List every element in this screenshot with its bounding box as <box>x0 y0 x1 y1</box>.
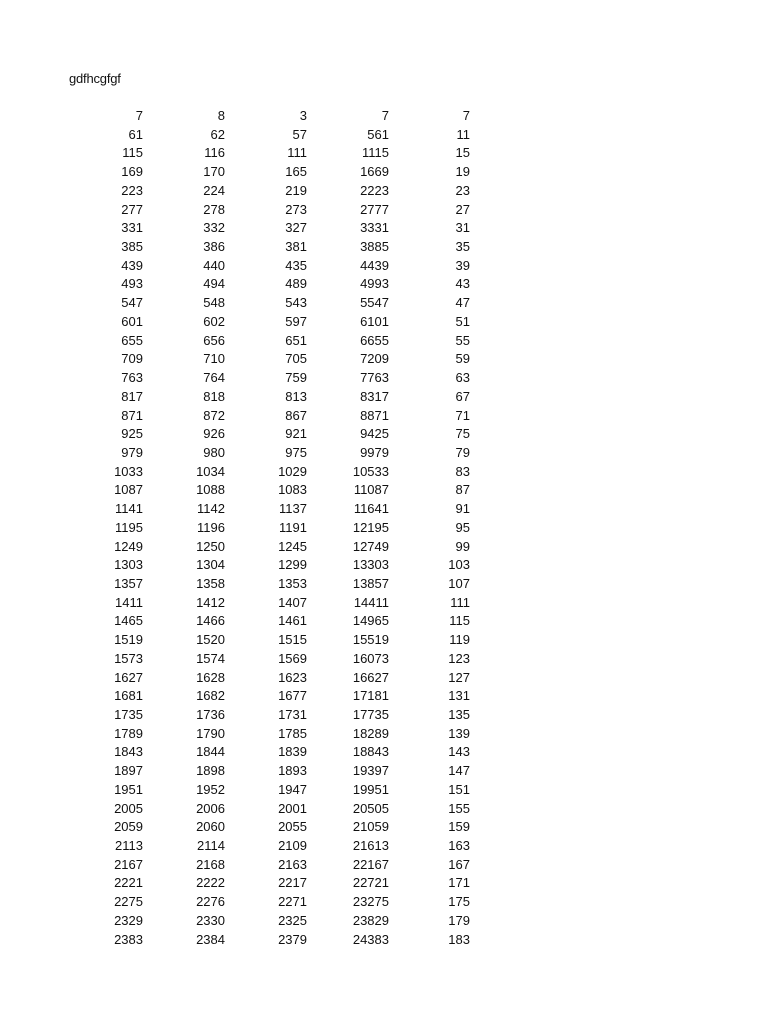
table-cell: 2001 <box>278 800 307 816</box>
table-cell: 1412 <box>196 594 225 610</box>
table-cell: 22167 <box>352 856 389 872</box>
table-cell: 2163 <box>278 856 307 872</box>
table-cell: 1627 <box>114 669 143 685</box>
table-row <box>60 163 470 182</box>
table-cell: 1893 <box>278 763 307 779</box>
table-cell: 381 <box>285 239 307 255</box>
table-cell: 1789 <box>114 725 143 741</box>
table-row <box>60 350 470 369</box>
table-cell: 2114 <box>197 838 225 854</box>
table-cell: 1357 <box>114 575 143 591</box>
table-cell: 1520 <box>196 632 225 648</box>
table-cell: 1681 <box>114 688 143 704</box>
table-cell: 1628 <box>196 669 225 685</box>
table-row <box>60 332 470 351</box>
table-cell: 19397 <box>352 763 389 779</box>
table-cell: 12749 <box>352 538 389 554</box>
table-cell: 2276 <box>196 894 225 910</box>
table-row <box>60 538 470 557</box>
table-cell: 169 <box>121 164 143 180</box>
table-cell: 1515 <box>278 632 307 648</box>
table-cell: 23275 <box>352 894 389 910</box>
table-cell: 21613 <box>352 838 389 854</box>
table-cell: 2060 <box>196 819 225 835</box>
table-cell: 1731 <box>278 707 307 722</box>
table-cell: 12195 <box>352 519 389 535</box>
table-cell: 1250 <box>196 538 225 554</box>
table-cell: 1843 <box>114 744 143 760</box>
table-cell: 219 <box>285 182 307 198</box>
table-row <box>60 219 470 238</box>
table-cell: 116 <box>204 145 225 161</box>
table-cell: 19 <box>455 164 470 180</box>
table-cell: 1839 <box>278 744 307 760</box>
table-cell: 1083 <box>278 482 307 498</box>
table-cell: 764 <box>203 370 225 386</box>
table-cell: 2217 <box>278 875 307 891</box>
table-cell: 1785 <box>278 725 307 741</box>
table-cell: 1897 <box>114 763 143 779</box>
table-cell: 1947 <box>278 781 307 797</box>
table-cell: 2168 <box>196 856 225 872</box>
table-cell: 979 <box>121 444 143 460</box>
table-cell: 2113 <box>115 838 143 854</box>
table-cell: 1466 <box>196 613 225 629</box>
table-row <box>60 313 470 332</box>
table-cell: 2271 <box>278 894 307 910</box>
table-cell: 223 <box>121 182 143 198</box>
table-cell: 8871 <box>360 407 389 423</box>
table-cell: 327 <box>285 220 307 236</box>
table-cell: 127 <box>448 669 470 685</box>
table-row <box>60 575 470 594</box>
table-cell: 2379 <box>278 931 307 947</box>
table-cell: 710 <box>203 351 225 367</box>
table-row <box>60 631 470 650</box>
table-cell: 175 <box>448 894 470 910</box>
table-cell: 59 <box>455 351 470 367</box>
table-cell: 14411 <box>353 594 389 610</box>
table-cell: 2383 <box>114 931 143 947</box>
table-cell: 57 <box>292 126 307 142</box>
table-cell: 2384 <box>196 931 225 947</box>
table-cell: 224 <box>203 182 225 198</box>
table-cell: 2221 <box>114 875 143 891</box>
table-cell: 273 <box>285 201 307 217</box>
table-cell: 439 <box>121 257 143 273</box>
table-cell: 926 <box>203 426 225 442</box>
data-table <box>60 107 470 949</box>
table-cell: 1195 <box>115 519 143 535</box>
table-cell: 1461 <box>278 613 307 629</box>
table-row <box>60 201 470 220</box>
table-row <box>60 818 470 837</box>
table-cell: 111 <box>450 594 470 610</box>
table-cell: 1669 <box>360 164 389 180</box>
table-cell: 11087 <box>353 482 389 498</box>
table-cell: 115 <box>122 145 143 161</box>
table-cell: 1844 <box>196 744 225 760</box>
table-cell: 143 <box>448 744 470 760</box>
table-cell: 16073 <box>352 650 389 666</box>
table-cell: 1898 <box>196 763 225 779</box>
table-cell: 1034 <box>196 463 225 479</box>
table-cell: 921 <box>285 426 307 442</box>
table-cell: 435 <box>285 257 307 273</box>
table-cell: 818 <box>203 388 225 404</box>
table-cell: 1407 <box>278 594 307 610</box>
table-cell: 43 <box>455 276 470 292</box>
table-row <box>60 519 470 538</box>
table-cell: 19951 <box>352 781 389 797</box>
table-row <box>60 669 470 688</box>
table-cell: 2222 <box>196 875 225 891</box>
table-row <box>60 706 470 725</box>
table-cell: 813 <box>285 388 307 404</box>
table-row <box>60 856 470 875</box>
table-cell: 705 <box>285 351 307 367</box>
table-cell: 2167 <box>114 856 143 872</box>
table-cell: 159 <box>448 819 470 835</box>
table-cell: 139 <box>448 725 470 741</box>
table-cell: 23 <box>455 182 470 198</box>
table-cell: 6655 <box>360 332 389 348</box>
table-cell: 1736 <box>196 707 225 722</box>
table-cell: 1353 <box>278 575 307 591</box>
table-cell: 9979 <box>360 444 389 460</box>
table-row <box>60 107 470 126</box>
table-cell: 103 <box>448 557 470 573</box>
table-row <box>60 294 470 313</box>
table-cell: 3331 <box>360 220 389 236</box>
table-cell: 1087 <box>114 482 143 498</box>
table-cell: 2329 <box>114 912 143 928</box>
table-cell: 61 <box>128 126 143 142</box>
table-cell: 651 <box>285 332 307 348</box>
table-row <box>60 650 470 669</box>
table-cell: 8 <box>217 108 225 123</box>
table-row <box>60 275 470 294</box>
table-cell: 20505 <box>352 800 389 816</box>
table-cell: 3885 <box>360 239 389 255</box>
table-cell: 67 <box>455 388 470 404</box>
table-cell: 2006 <box>196 800 225 816</box>
table-cell: 15 <box>455 145 470 161</box>
table-row <box>60 425 470 444</box>
table-row <box>60 912 470 931</box>
table-cell: 18289 <box>352 725 389 741</box>
table-cell: 83 <box>455 463 470 479</box>
table-cell: 171 <box>448 875 470 891</box>
table-cell: 18843 <box>352 744 389 760</box>
table-row <box>60 144 470 163</box>
table-cell: 1196 <box>197 519 225 535</box>
table-cell: 151 <box>448 781 470 797</box>
table-row <box>60 687 470 706</box>
table-row <box>60 481 470 500</box>
table-cell: 2777 <box>360 201 389 217</box>
table-cell: 332 <box>203 220 225 236</box>
table-cell: 1142 <box>197 501 225 517</box>
table-row <box>60 444 470 463</box>
table-cell: 115 <box>449 613 470 629</box>
table-row <box>60 800 470 819</box>
table-row <box>60 126 470 145</box>
table-cell: 7209 <box>360 351 389 367</box>
table-cell: 277 <box>121 201 143 217</box>
table-cell: 1141 <box>115 501 143 517</box>
table-cell: 548 <box>203 295 225 311</box>
table-row <box>60 612 470 631</box>
table-row <box>60 762 470 781</box>
table-row <box>60 556 470 575</box>
table-cell: 1088 <box>196 482 225 498</box>
table-cell: 8317 <box>360 388 389 404</box>
table-cell: 135 <box>448 707 470 722</box>
table-cell: 547 <box>121 295 143 311</box>
table-row <box>60 500 470 519</box>
table-cell: 2059 <box>114 819 143 835</box>
table-cell: 2223 <box>360 182 389 198</box>
table-cell: 10533 <box>352 463 389 479</box>
table-cell: 1029 <box>278 463 307 479</box>
table-cell: 925 <box>121 426 143 442</box>
table-cell: 975 <box>285 444 307 460</box>
table-cell: 597 <box>285 313 307 329</box>
table-cell: 7 <box>135 108 143 123</box>
table-cell: 1952 <box>196 781 225 797</box>
table-cell: 2005 <box>114 800 143 816</box>
table-row <box>60 874 470 893</box>
table-cell: 601 <box>121 313 143 329</box>
table-cell: 165 <box>285 164 307 180</box>
table-cell: 183 <box>448 931 470 947</box>
table-cell: 99 <box>455 538 470 554</box>
table-cell: 763 <box>121 370 143 386</box>
table-cell: 1465 <box>114 613 143 629</box>
table-cell: 107 <box>448 575 470 591</box>
table-cell: 1137 <box>279 501 307 517</box>
table-cell: 21059 <box>352 819 389 835</box>
table-cell: 2275 <box>114 894 143 910</box>
table-row <box>60 257 470 276</box>
table-cell: 163 <box>448 838 470 854</box>
table-cell: 17735 <box>352 707 389 722</box>
table-body <box>60 107 470 949</box>
table-cell: 55 <box>455 332 470 348</box>
table-cell: 1358 <box>196 575 225 591</box>
table-cell: 14965 <box>352 613 389 629</box>
table-cell: 91 <box>455 501 470 517</box>
table-cell: 980 <box>203 444 225 460</box>
table-row <box>60 182 470 201</box>
table-cell: 278 <box>203 201 225 217</box>
table-cell: 1299 <box>278 557 307 573</box>
table-cell: 7 <box>381 108 389 123</box>
table-cell: 79 <box>455 444 470 460</box>
table-cell: 9425 <box>360 426 389 442</box>
table-cell: 440 <box>203 257 225 273</box>
table-cell: 75 <box>455 426 470 442</box>
table-cell: 22721 <box>352 875 389 891</box>
table-cell: 1519 <box>114 632 143 648</box>
table-cell: 1303 <box>114 557 143 573</box>
table-cell: 95 <box>455 519 470 535</box>
table-cell: 489 <box>285 276 307 292</box>
table-cell: 1249 <box>114 538 143 554</box>
table-cell: 131 <box>448 688 470 704</box>
table-cell: 1682 <box>196 688 225 704</box>
table-cell: 1191 <box>279 519 307 535</box>
table-cell: 1033 <box>114 463 143 479</box>
table-cell: 7763 <box>360 370 389 386</box>
table-cell: 63 <box>455 370 470 386</box>
table-cell: 385 <box>121 239 143 255</box>
table-row <box>60 594 470 613</box>
page-title: gdfhcgfgf <box>69 71 121 86</box>
table-cell: 170 <box>203 164 225 180</box>
table-cell: 867 <box>285 407 307 423</box>
table-cell: 119 <box>449 632 470 648</box>
table-row <box>60 781 470 800</box>
table-cell: 494 <box>203 276 225 292</box>
table-row <box>60 931 470 950</box>
table-cell: 1623 <box>278 669 307 685</box>
table-cell: 7 <box>462 108 470 123</box>
table-cell: 1115 <box>362 145 389 161</box>
table-cell: 331 <box>121 220 143 236</box>
table-cell: 155 <box>448 800 470 816</box>
table-cell: 11641 <box>353 501 389 517</box>
table-row <box>60 407 470 426</box>
table-cell: 1411 <box>115 594 143 610</box>
table-cell: 62 <box>210 126 225 142</box>
table-cell: 179 <box>448 912 470 928</box>
table-cell: 759 <box>285 370 307 386</box>
table-cell: 11 <box>456 126 470 142</box>
table-cell: 602 <box>203 313 225 329</box>
table-cell: 15519 <box>352 632 389 648</box>
table-row <box>60 369 470 388</box>
table-cell: 1735 <box>114 707 143 722</box>
table-cell: 16627 <box>352 669 389 685</box>
table-cell: 655 <box>121 332 143 348</box>
table-cell: 1569 <box>278 650 307 666</box>
table-cell: 1574 <box>196 650 225 666</box>
table-row <box>60 388 470 407</box>
table-row <box>60 238 470 257</box>
table-row <box>60 463 470 482</box>
table-cell: 23829 <box>352 912 389 928</box>
table-cell: 872 <box>203 407 225 423</box>
table-cell: 1573 <box>114 650 143 666</box>
table-row <box>60 893 470 912</box>
table-cell: 87 <box>455 482 470 498</box>
table-cell: 71 <box>455 407 470 423</box>
table-cell: 561 <box>367 126 389 142</box>
table-cell: 6101 <box>360 313 389 329</box>
table-cell: 656 <box>203 332 225 348</box>
table-cell: 709 <box>121 351 143 367</box>
table-cell: 1790 <box>196 725 225 741</box>
table-row <box>60 725 470 744</box>
table-cell: 386 <box>203 239 225 255</box>
table-cell: 24383 <box>352 931 389 947</box>
table-cell: 1304 <box>196 557 225 573</box>
table-cell: 543 <box>285 295 307 311</box>
table-cell: 2109 <box>278 838 307 854</box>
table-cell: 2325 <box>278 912 307 928</box>
table-cell: 3 <box>299 108 307 123</box>
table-cell: 17181 <box>352 688 389 704</box>
table-cell: 817 <box>121 388 143 404</box>
table-cell: 39 <box>455 257 470 273</box>
table-cell: 31 <box>455 220 470 236</box>
table-cell: 1677 <box>278 688 307 704</box>
table-cell: 5547 <box>360 295 389 311</box>
table-cell: 493 <box>121 276 143 292</box>
table-cell: 47 <box>455 295 470 311</box>
table-row <box>60 743 470 762</box>
table-cell: 2330 <box>196 912 225 928</box>
table-cell: 4993 <box>360 276 389 292</box>
table-cell: 123 <box>448 650 470 666</box>
table-cell: 2055 <box>278 819 307 835</box>
table-cell: 1245 <box>278 538 307 554</box>
table-cell: 111 <box>287 145 307 161</box>
table-cell: 1951 <box>114 781 143 797</box>
table-cell: 35 <box>455 239 470 255</box>
table-cell: 4439 <box>360 257 389 273</box>
table-cell: 27 <box>455 201 470 217</box>
table-cell: 51 <box>455 313 470 329</box>
table-cell: 13857 <box>352 575 389 591</box>
table-cell: 167 <box>448 856 470 872</box>
table-cell: 13303 <box>352 557 389 573</box>
table-cell: 147 <box>448 763 470 779</box>
table-cell: 871 <box>121 407 143 423</box>
table-row <box>60 837 470 856</box>
